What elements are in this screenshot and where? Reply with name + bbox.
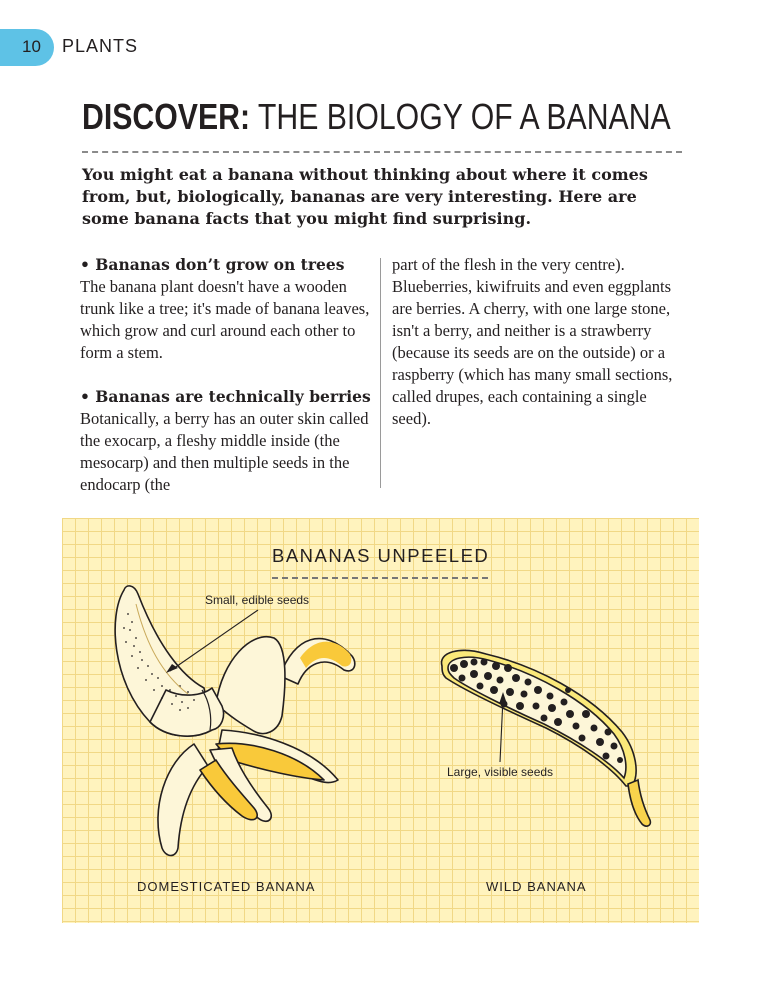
fact-body: Botanically, a berry has an outer skin called the exocarp, a fleshy middle inside (the mesocarp) and then multiple seeds in the endocarp (the: [80, 409, 369, 494]
banana-illustration: [62, 518, 699, 923]
title-divider: [82, 151, 682, 153]
title-rest: THE BIOLOGY OF A BANANA: [250, 96, 671, 137]
left-column: [80, 254, 380, 496]
wild-caption: WILD BANANA: [486, 879, 587, 894]
fact-body: The banana plant doesn't have a wooden trunk like a tree; it's made of banana leaves, which grow and curl around each other to form a stem.: [80, 277, 370, 362]
right-column: [392, 254, 682, 430]
title-keyword: DISCOVER:: [82, 96, 251, 137]
domestic-seeds-label: Small, edible seeds: [205, 593, 310, 607]
wild-seeds-label: Large, visible seeds: [447, 765, 554, 779]
intro-paragraph: You might eat a banana without thinking about where it comes from, but, biologically, bananas are very interesting. Here are some banana facts that you might find surprising.: [82, 165, 648, 228]
column-divider: [380, 258, 381, 488]
fact-heading: • Bananas are technically berries: [80, 387, 371, 406]
section-label: PLANTS: [62, 36, 139, 56]
page-title: [82, 96, 671, 138]
fact-body-continued: part of the flesh in the very centre). Blueberries, kiwifruits and even eggplants are berries. A cherry, with one large stone, isn't a berry, and neither is a strawberry (because its seeds are on the outside) or a raspberry (which has many small sections, called drupes, each containing a single seed).: [392, 255, 673, 428]
fact-heading: • Bananas don’t grow on trees: [80, 255, 345, 274]
page-number: 10: [22, 37, 41, 56]
illustration-title: BANANAS UNPEELED: [272, 545, 490, 566]
domestic-caption: DOMESTICATED BANANA: [137, 879, 316, 894]
